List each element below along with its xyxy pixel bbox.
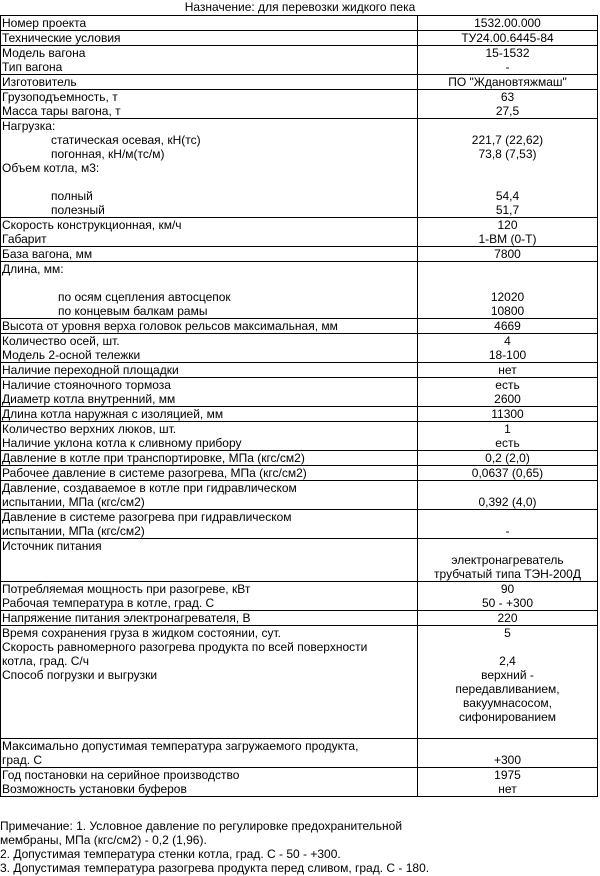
spec-value: -: [505, 60, 510, 74]
spec-label: Давление, создаваемое в котле при гидравлическом: [2, 481, 297, 495]
spec-value: ТУ24.00.6445-84: [461, 31, 554, 45]
spec-label: по осям сцепления автосцепок: [58, 290, 231, 304]
spec-label-cell: [1, 218, 418, 247]
spec-value: 63: [500, 90, 515, 104]
spec-label: Высота от уровня верха головок рельсов максимальная, мм: [2, 319, 338, 333]
spec-row: [1, 218, 598, 247]
spec-label: погонная, кН/м(тс/м): [51, 147, 165, 161]
spec-row: [1, 31, 598, 46]
spec-value: [419, 262, 596, 276]
spec-value: [419, 510, 596, 524]
spec-value: 18-100: [488, 348, 527, 362]
spec-label: Максимально допустимая температура загружаемого продукта,: [2, 739, 359, 753]
spec-label: Масса тары вагона, т: [2, 104, 121, 118]
spec-row: [1, 582, 598, 611]
spec-value: верхний -: [481, 668, 534, 682]
spec-value-cell: [418, 611, 598, 626]
spec-label: Объем котла, м3:: [2, 161, 100, 175]
spec-row: [1, 407, 598, 422]
spec-row: [1, 510, 598, 539]
spec-value-cell: [418, 539, 598, 582]
spec-row: [1, 119, 598, 218]
spec-value-cell: [418, 75, 598, 90]
spec-value: сифонированием: [458, 710, 557, 724]
spec-label: База вагона, мм: [2, 247, 93, 261]
spec-value: 120: [497, 218, 518, 232]
spec-label: Скорость конструкционная, км/ч: [2, 218, 182, 232]
spec-value: 73,8 (7,53): [478, 147, 537, 161]
spec-value-cell: [418, 481, 598, 510]
spec-value: [419, 640, 596, 654]
spec-label-cell: [1, 75, 418, 90]
spec-value: 0,392 (4,0): [478, 495, 537, 509]
page-title: Назначение: для перевозки жидкого пека: [184, 0, 416, 14]
spec-value-cell: [418, 334, 598, 363]
spec-label: Наличие уклона котла к сливному прибору: [2, 436, 242, 450]
spec-label: Напряжение питания электронагревателя, В: [2, 611, 251, 625]
spec-label: [2, 710, 416, 724]
spec-value: [419, 276, 596, 290]
spec-label-cell: [1, 466, 418, 481]
spec-label: [2, 724, 416, 738]
spec-value: 7800: [494, 247, 521, 261]
spec-label: [2, 276, 416, 290]
spec-label: Возможность установки буферов: [2, 782, 187, 796]
spec-row: [1, 90, 598, 119]
spec-label-cell: [1, 31, 418, 46]
spec-value: [419, 539, 596, 553]
spec-label: Номер проекта: [2, 16, 87, 30]
spec-row: [1, 319, 598, 334]
spec-label-cell: [1, 407, 418, 422]
spec-label-cell: [1, 119, 418, 218]
spec-value-cell: [418, 451, 598, 466]
spec-label-cell: [1, 422, 418, 451]
spec-row: [1, 626, 598, 739]
spec-label: Диаметр котла внутренний, мм: [2, 392, 176, 406]
spec-value: вакуумнасосом,: [463, 696, 552, 710]
spec-row: [1, 363, 598, 378]
spec-value: 1975: [494, 768, 521, 782]
spec-value: 50 - +300: [481, 596, 534, 610]
spec-value-cell: [418, 739, 598, 768]
note-line: 2. Допустимая температура стенки котла, град. С - 50 - +300.: [0, 847, 341, 861]
spec-label: Длина котла наружная с изоляцией, мм: [2, 407, 224, 421]
spec-label: Скорость равномерного разогрева продукта по всей поверхности: [2, 640, 368, 654]
spec-value: нет: [498, 363, 517, 377]
spec-value: ПО "Ждановтяжмаш": [448, 75, 567, 89]
spec-label: Потребляемая мощность при разогреве, кВт: [2, 582, 251, 596]
spec-value-cell: [418, 90, 598, 119]
spec-value-cell: [418, 510, 598, 539]
spec-row: [1, 75, 598, 90]
spec-label: Габарит: [2, 232, 47, 246]
spec-row: [1, 16, 598, 31]
spec-value: 2600: [494, 392, 521, 406]
spec-label-cell: [1, 334, 418, 363]
spec-label: полный: [51, 189, 93, 203]
spec-label: Время сохранения груза в жидком состоянии, сут.: [2, 626, 281, 640]
spec-value: 11300: [491, 407, 524, 421]
spec-label-cell: [1, 378, 418, 407]
spec-label: [2, 175, 416, 189]
spec-label-cell: [1, 319, 418, 334]
spec-row: [1, 334, 598, 363]
spec-label: [2, 682, 416, 696]
spec-label: Количество осей, шт.: [2, 334, 120, 348]
spec-value-cell: [418, 218, 598, 247]
spec-value-cell: [418, 31, 598, 46]
spec-label-cell: [1, 451, 418, 466]
spec-label: статическая осевая, кН(тс): [51, 133, 201, 147]
spec-label: Год постановки на серийное производство: [2, 768, 240, 782]
spec-value: электронагреватель: [451, 553, 564, 567]
notes-block: [0, 819, 600, 875]
spec-value: [419, 739, 596, 753]
spec-label-cell: [1, 768, 418, 797]
spec-label-cell: [1, 363, 418, 378]
spec-label: полезный: [51, 203, 105, 217]
spec-label: град. С: [2, 753, 43, 767]
spec-row: [1, 378, 598, 407]
spec-value: +300: [493, 753, 522, 767]
spec-value-cell: [418, 378, 598, 407]
spec-row: [1, 422, 598, 451]
spec-value: передавливанием,: [455, 682, 560, 696]
spec-label-cell: [1, 539, 418, 582]
spec-value: [419, 119, 596, 133]
spec-label: Наличие переходной площадки: [2, 363, 179, 377]
spec-value: 221,7 (22,62): [471, 133, 544, 147]
spec-value-cell: [418, 262, 598, 319]
spec-label: Модель вагона: [2, 46, 86, 60]
spec-value: 0,2 (2,0): [485, 451, 530, 465]
spec-value-cell: [418, 247, 598, 262]
spec-label-cell: [1, 582, 418, 611]
spec-row: [1, 466, 598, 481]
spec-value: -: [505, 524, 510, 538]
spec-row: [1, 611, 598, 626]
spec-label: Рабочая температура в котле, град. С: [2, 596, 215, 610]
spec-value-cell: [418, 768, 598, 797]
spec-value-cell: [418, 363, 598, 378]
spec-label: Источник питания: [2, 539, 102, 553]
spec-value: есть: [495, 378, 520, 392]
spec-row: [1, 539, 598, 582]
spec-label: Нагрузка:: [2, 119, 56, 133]
spec-label: по концевым балкам рамы: [58, 304, 208, 318]
spec-value: 4: [504, 334, 511, 348]
spec-label: Изготовитель: [2, 75, 77, 89]
spec-label-cell: [1, 510, 418, 539]
spec-value-cell: [418, 46, 598, 75]
spec-value: 0,0637 (0,65): [471, 466, 544, 480]
spec-label: Грузоподъемность, т: [2, 90, 118, 104]
spec-value: [419, 161, 596, 175]
spec-label-cell: [1, 247, 418, 262]
spec-table: [0, 15, 598, 797]
spec-label: Длина, мм:: [2, 262, 64, 276]
spec-value: 1: [504, 422, 511, 436]
spec-value: 12020: [490, 290, 525, 304]
spec-label-cell: [1, 481, 418, 510]
spec-label: Количество верхних люков, шт.: [2, 422, 177, 436]
spec-label: испытании, МПа (кгс/см2): [2, 495, 145, 509]
spec-value: 2,4: [499, 654, 516, 668]
spec-label-cell: [1, 16, 418, 31]
spec-value-cell: [418, 626, 598, 739]
spec-row: [1, 768, 598, 797]
spec-label: Способ погрузки и выгрузки: [2, 668, 158, 682]
spec-label: Наличие стояночного тормоза: [2, 378, 171, 392]
spec-label-cell: [1, 626, 418, 739]
spec-value-cell: [418, 319, 598, 334]
spec-label-cell: [1, 46, 418, 75]
spec-label: Технические условия: [2, 31, 121, 45]
spec-label: Рабочее давление в системе разогрева, МПа (кгс/см2): [2, 466, 307, 480]
spec-value: 27,5: [495, 104, 520, 118]
spec-row: [1, 247, 598, 262]
spec-value-cell: [418, 16, 598, 31]
spec-value: 10800: [490, 304, 525, 318]
spec-value: [419, 724, 596, 738]
spec-label: котла, град. С/ч: [2, 654, 90, 668]
spec-value-cell: [418, 582, 598, 611]
spec-row: [1, 46, 598, 75]
note-line: мембраны, МПа (кгс/см2) - 0,2 (1,96).: [0, 833, 207, 847]
spec-label: Давление в котле при транспортировке, МПа (кгс/см2): [2, 451, 305, 465]
spec-label-cell: [1, 611, 418, 626]
spec-value: 220: [497, 611, 518, 625]
spec-value: 15-1532: [485, 46, 530, 60]
spec-value: трубчатый типа ТЭН-200Д: [434, 567, 581, 581]
spec-value: есть: [495, 436, 520, 450]
spec-label-cell: [1, 90, 418, 119]
spec-value: 1-ВМ (0-Т): [478, 232, 537, 246]
note-line: Примечание: 1. Условное давление по регулировке предохранительной: [0, 819, 403, 833]
spec-row: [1, 451, 598, 466]
spec-label: испытании, МПа (кгс/см2): [2, 524, 145, 538]
spec-row: [1, 481, 598, 510]
spec-value: нет: [498, 782, 517, 796]
spec-value: 4669: [494, 319, 521, 333]
spec-value-cell: [418, 466, 598, 481]
spec-value-cell: [418, 119, 598, 218]
spec-label: [2, 696, 416, 710]
spec-value: 1532.00.000: [474, 16, 541, 30]
spec-value: [419, 481, 596, 495]
spec-label-cell: [1, 739, 418, 768]
spec-value: 5: [504, 626, 511, 640]
spec-value: [419, 175, 596, 189]
spec-value: 51,7: [495, 203, 520, 217]
spec-label: Тип вагона: [2, 60, 63, 74]
spec-value-cell: [418, 407, 598, 422]
spec-value: 54,4: [495, 189, 520, 203]
spec-value-cell: [418, 422, 598, 451]
spec-label: Модель 2-осной тележки: [2, 348, 141, 362]
spec-value: 90: [500, 582, 515, 596]
spec-label: Давление в системе разогрева при гидравлическом: [2, 510, 292, 524]
note-line: 3. Допустимая температура разогрева продукта перед сливом, град. С - 180.: [0, 861, 430, 875]
spec-label-cell: [1, 262, 418, 319]
spec-row: [1, 739, 598, 768]
spec-row: [1, 262, 598, 319]
